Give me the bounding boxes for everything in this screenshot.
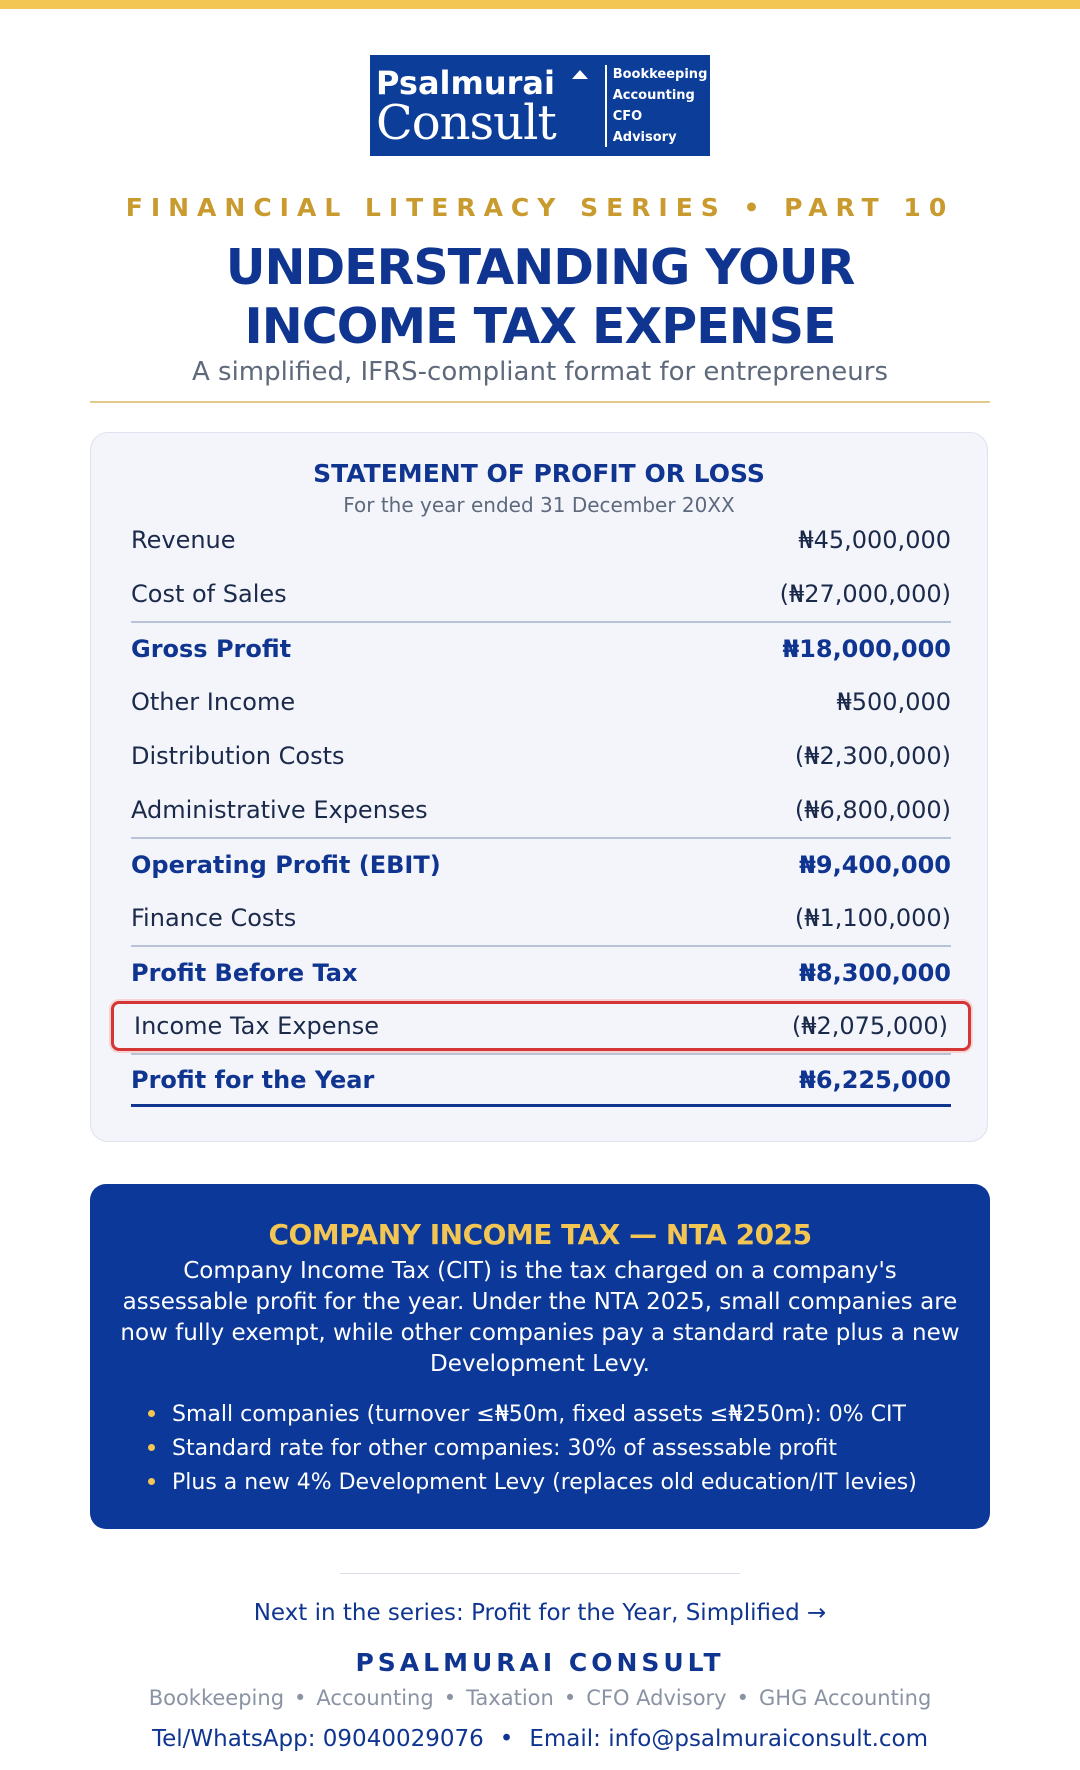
row-label: Cost of Sales bbox=[131, 580, 287, 608]
row-operating-profit bbox=[131, 837, 951, 891]
info-body: Company Income Tax (CIT) is the tax charged on a company's assessable profit for the year. Under the NTA 2025, small companies are now fully exempt, while other companies pay a standard rate plus a new Development Levy. bbox=[120, 1258, 960, 1377]
contact-separator: • bbox=[499, 1726, 514, 1752]
footer-contact bbox=[0, 1726, 1080, 1752]
row-cost-of-sales bbox=[131, 567, 951, 621]
row-label: Gross Profit bbox=[131, 635, 292, 663]
row-amount: ₦6,225,000 bbox=[799, 1065, 951, 1094]
logo-roof-icon bbox=[572, 70, 588, 79]
header-divider bbox=[90, 401, 990, 403]
row-label: Finance Costs bbox=[131, 904, 297, 932]
row-amount: ₦18,000,000 bbox=[782, 635, 951, 663]
logo-tag-bookkeeping: Bookkeeping bbox=[612, 66, 708, 82]
company-logo bbox=[370, 55, 710, 156]
row-distribution-costs bbox=[131, 729, 951, 783]
row-income-tax-expense-highlighted bbox=[111, 1001, 971, 1051]
row-profit-before-tax bbox=[131, 945, 951, 999]
top-accent-bar bbox=[0, 0, 1080, 9]
service-cfo-advisory: CFO Advisory bbox=[586, 1686, 727, 1710]
statement-card bbox=[90, 432, 988, 1142]
bullet-dot-icon bbox=[148, 1444, 155, 1451]
series-label: FINANCIAL LITERACY SERIES • PART 10 bbox=[125, 193, 955, 222]
row-other-income bbox=[131, 675, 951, 729]
next-in-series-link[interactable]: Next in the series: Profit for the Year, Simplified → bbox=[253, 1600, 827, 1626]
footer-divider bbox=[340, 1573, 740, 1574]
logo-divider bbox=[605, 65, 607, 147]
row-label: Profit for the Year bbox=[131, 1065, 375, 1094]
row-amount: (₦6,800,000) bbox=[794, 796, 951, 824]
list-item bbox=[148, 1432, 968, 1466]
row-label: Other Income bbox=[131, 688, 296, 716]
logo-wordmark bbox=[370, 63, 597, 151]
logo-tag-cfo-advisory: CFO Advisory bbox=[612, 108, 677, 145]
contact-phone[interactable]: Tel/WhatsApp: 09040029076 bbox=[151, 1726, 484, 1752]
row-label: Profit Before Tax bbox=[131, 959, 358, 987]
page-subtitle: A simplified, IFRS-compliant format for entrepreneurs bbox=[191, 357, 889, 387]
info-title: COMPANY INCOME TAX — NTA 2025 bbox=[268, 1218, 812, 1251]
service-separator: • bbox=[443, 1686, 457, 1710]
logo-line-1: Psalmurai bbox=[376, 63, 555, 102]
bullet-dot-icon bbox=[148, 1478, 155, 1485]
bullet-text: Plus a new 4% Development Levy (replaces old education/IT levies) bbox=[172, 1470, 917, 1495]
contact-email[interactable]: Email: info@psalmuraiconsult.com bbox=[529, 1726, 929, 1752]
row-amount: ₦9,400,000 bbox=[799, 851, 951, 879]
service-ghg-accounting: GHG Accounting bbox=[759, 1686, 932, 1710]
footer-brand: PSALMURAI CONSULT bbox=[355, 1648, 725, 1677]
service-bookkeeping: Bookkeeping bbox=[148, 1686, 285, 1710]
statement-rows bbox=[131, 513, 951, 1107]
service-separator: • bbox=[736, 1686, 749, 1710]
title-line-1: UNDERSTANDING YOUR bbox=[225, 239, 855, 296]
logo-tag-accounting: Accounting bbox=[612, 87, 695, 103]
page-title bbox=[0, 238, 1080, 356]
logo-line-2: Consult bbox=[376, 94, 556, 151]
bullet-dot-icon bbox=[148, 1410, 155, 1417]
footer-services bbox=[0, 1686, 1080, 1710]
row-administrative-expenses bbox=[131, 783, 951, 837]
list-item bbox=[148, 1466, 968, 1500]
row-gross-profit bbox=[131, 621, 951, 675]
service-accounting: Accounting bbox=[316, 1686, 434, 1710]
title-line-2: INCOME TAX EXPENSE bbox=[244, 298, 836, 355]
row-label: Operating Profit (EBIT) bbox=[131, 851, 441, 879]
row-amount: (₦2,075,000) bbox=[791, 1012, 948, 1040]
service-separator: • bbox=[294, 1686, 307, 1710]
info-bullet-list bbox=[148, 1398, 968, 1500]
logo-taglines bbox=[613, 64, 710, 148]
row-amount: (₦1,100,000) bbox=[794, 904, 951, 932]
row-label: Income Tax Expense bbox=[134, 1012, 380, 1040]
row-amount: (₦2,300,000) bbox=[794, 742, 951, 770]
row-finance-costs bbox=[131, 891, 951, 945]
row-amount: ₦45,000,000 bbox=[798, 526, 951, 554]
row-amount: ₦8,300,000 bbox=[799, 959, 951, 987]
service-taxation: Taxation bbox=[466, 1686, 554, 1710]
bullet-text: Standard rate for other companies: 30% of assessable profit bbox=[172, 1436, 838, 1461]
bullet-text: Small companies (turnover ≤₦50m, fixed assets ≤₦250m): 0% CIT bbox=[172, 1402, 906, 1427]
row-label: Distribution Costs bbox=[131, 742, 345, 770]
statement-period: For the year ended 31 December 20XX bbox=[343, 493, 735, 517]
list-item bbox=[148, 1398, 968, 1432]
row-amount: (₦27,000,000) bbox=[779, 580, 951, 608]
row-label: Administrative Expenses bbox=[131, 796, 428, 824]
cit-info-box bbox=[90, 1184, 990, 1529]
row-amount: ₦500,000 bbox=[836, 688, 951, 716]
row-revenue bbox=[131, 513, 951, 567]
row-profit-for-the-year bbox=[131, 1053, 951, 1107]
statement-title: STATEMENT OF PROFIT OR LOSS bbox=[313, 459, 765, 488]
row-label: Revenue bbox=[131, 526, 236, 554]
service-separator: • bbox=[563, 1686, 577, 1710]
